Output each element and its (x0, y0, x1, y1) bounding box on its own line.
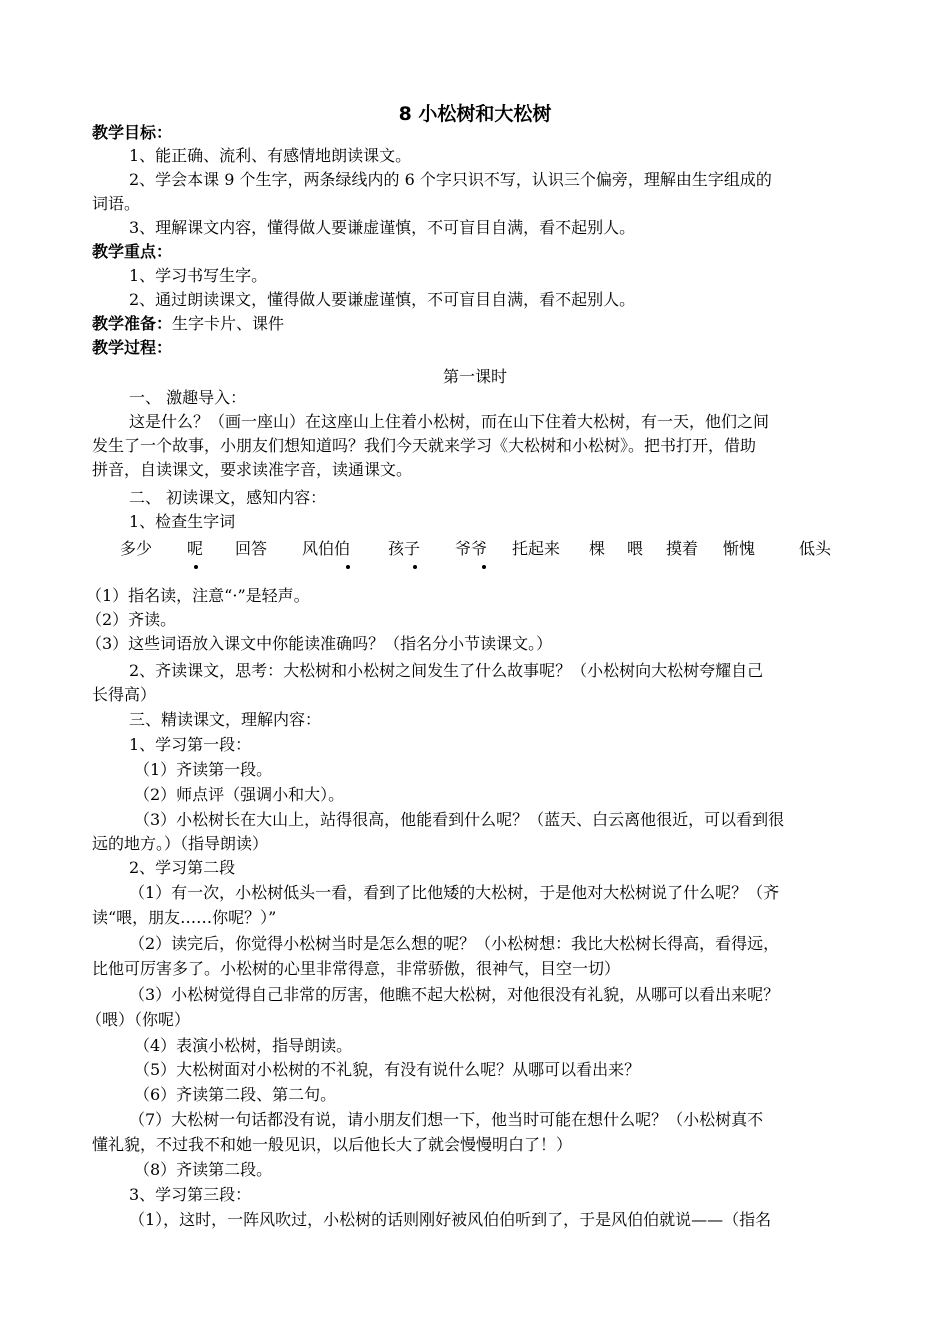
vocab-word: 孩子 (388, 539, 421, 558)
lesson-period: 第一课时 (442, 367, 507, 386)
s3-2-3-cont: （喂）（你呢） (86, 1010, 191, 1029)
key-1: 1、学习书写生字。 (129, 266, 268, 285)
s3-2-2-cont: 比他可厉害多了。小松树的心里非常得意，非常骄傲，很神气，目空一切） (92, 959, 621, 978)
s3-1-3-cont: 远的地方。）（指导朗读） (92, 834, 269, 853)
vocab-word: 爷爷 (455, 539, 488, 558)
vocab-word: 喂 (627, 539, 644, 558)
s3-2-5: （5）大松树面对小松树的不礼貌，有没有说什么呢？从哪可以看出来？ (134, 1060, 641, 1079)
vocab-word: 摸着 (666, 539, 699, 558)
s3-2-1: （1）有一次，小松树低头一看，看到了比他矮的大松树，于是他对大松树说了什么呢？（齐 (129, 883, 780, 902)
tone-dot (346, 565, 350, 569)
vocab-word: 低头 (799, 539, 832, 558)
note-3: （3）这些词语放入课文中你能读准确吗？（指名分小节读课文。） (86, 634, 553, 653)
vocab-word: 棵 (589, 539, 606, 558)
tone-dot (413, 565, 417, 569)
s3-part-1: 1、学习第一段： (129, 735, 252, 754)
s1-para-1: 这是什么？（画一座山）在这座山上住着小松树，而在山下住着大松树，有一天，他们之间 (129, 412, 770, 431)
key-2: 2、通过朗读课文，懂得做人要谦虚谨慎，不可盲目自满，看不起别人。 (129, 290, 636, 309)
s3-2-7-cont: 懂礼貌，不过我不和她一般见识，以后他长大了就会慢慢明白了！） (92, 1135, 573, 1154)
key-header: 教学重点： (92, 242, 173, 261)
s3-2-4: （4）表演小松树，指导朗读。 (134, 1036, 353, 1055)
s1-para-3: 拼音，自读课文，要求读准字音，读通课文。 (92, 460, 413, 479)
prep-header: 教学准备： (92, 314, 173, 333)
vocab-word: 风伯伯 (302, 539, 351, 558)
s2-item-2: 2、齐读课文，思考：大松树和小松树之间发生了什么故事呢？（小松树向大松树夸耀自己 (129, 661, 764, 680)
s3-part-3: 3、学习第三段： (129, 1185, 252, 1204)
tone-dot (194, 565, 198, 569)
s3-1-2: （2）师点评（强调小和大）。 (134, 785, 345, 804)
s3-2-8: （8）齐读第二段。 (134, 1160, 273, 1179)
prep-value: 生字卡片、课件 (172, 314, 285, 333)
goal-header: 教学目标： (92, 123, 173, 142)
s2-item-1: 1、检查生字词 (129, 512, 236, 531)
section-3-title: 三、精读课文，理解内容： (129, 710, 322, 729)
vocab-word: 托起来 (512, 539, 561, 558)
goal-2-cont: 词语。 (92, 194, 141, 213)
s3-2-7: （7）大松树一句话都没有说，请小朋友们想一下，他当时可能在想什么呢？（小松树真不 (129, 1110, 764, 1129)
goal-1: 1、能正确、流利、有感情地朗读课文。 (129, 146, 412, 165)
s3-2-1-cont: 读“喂，朋友……你呢？）” (92, 908, 277, 927)
goal-3: 3、理解课文内容，懂得做人要谦虚谨慎，不可盲目自满，看不起别人。 (129, 218, 636, 237)
goal-2: 2、学会本课 9 个生字，两条绿线内的 6 个字只识不写，认识三个偏旁，理解由生字组成的 (129, 170, 772, 189)
s3-3-1: （1），这时，一阵风吹过，小松树的话则刚好被风伯伯听到了，于是风伯伯就说——（指名 (129, 1210, 772, 1229)
process-header: 教学过程： (92, 338, 173, 357)
s3-1-3: （3）小松树长在大山上，站得很高，他能看到什么呢？（蓝天、白云离他很近，可以看到很 (134, 810, 785, 829)
s3-2-3: （3）小松树觉得自己非常的厉害，他瞧不起大松树，对他很没有礼貌，从哪可以看出来呢？ (129, 985, 780, 1004)
vocab-word: 惭愧 (723, 539, 756, 558)
s2-item-2-cont: 长得高） (92, 685, 157, 704)
s3-1-1: （1）齐读第一段。 (134, 760, 273, 779)
note-2: （2）齐读。 (86, 610, 177, 629)
vocab-word: 呢 (187, 539, 204, 558)
note-1: （1）指名读，注意“·”是轻声。 (86, 586, 310, 605)
s3-part-2: 2、学习第二段 (129, 858, 236, 877)
s3-2-2: （2）读完后，你觉得小松树当时是怎么想的呢？（小松树想：我比大松树长得高，看得远， (129, 934, 780, 953)
prep-line (92, 312, 284, 336)
vocab-word: 多少 (120, 539, 153, 558)
tone-dot (482, 565, 486, 569)
s1-para-2: 发生了一个故事，小朋友们想知道吗？我们今天就来学习《大松树和小松树》。把书打开，借助 (92, 436, 757, 455)
s3-2-6: （6）齐读第二段、第二句。 (134, 1085, 337, 1104)
section-2-title: 二、 初读课文，感知内容： (129, 488, 327, 507)
lesson-title: 8 小松树和大松树 (398, 103, 552, 125)
section-1-title: 一、 激趣导入： (129, 388, 247, 407)
vocab-word: 回答 (235, 539, 268, 558)
